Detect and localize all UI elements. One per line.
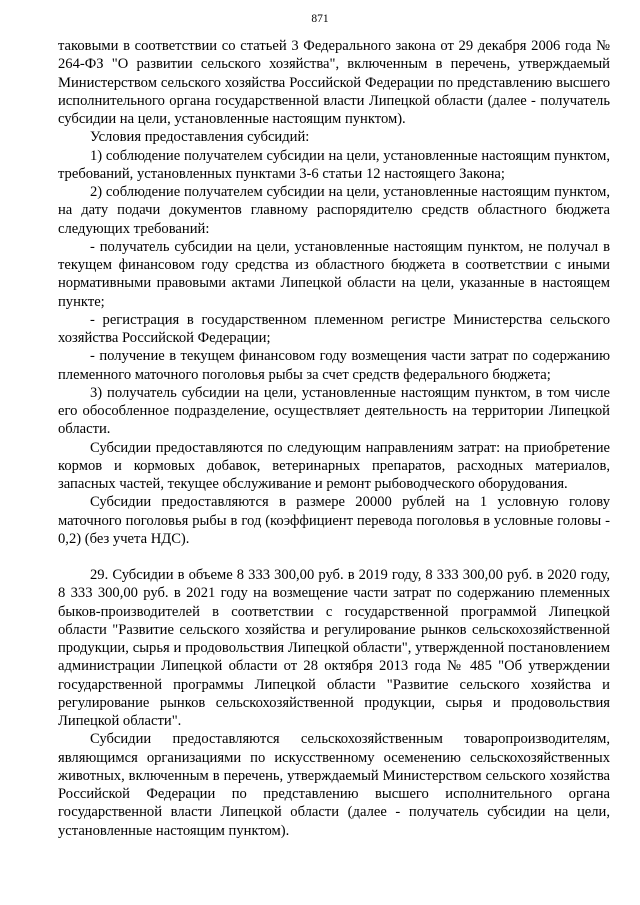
paragraph-recipients: Субсидии предоставляются сельскохозяйственным товаропроизводителям, являющимся организациями по искусственному осеменению сельскохозяйственных животных, включенным в перечень, утверждаемый Министерством сельского хозяйства Российской Федерации по представлению высшего исполнительного органа государственной власти Липецкой области (далее - получатель субсидии на цели, установленные настоящим пунктом). [58,731,610,839]
paragraph-section-29: 29. Субсидии в объеме 8 333 300,00 руб. в 2019 году, 8 333 300,00 руб. в 2020 году, 8 333 300,00 руб. в 2021 году на возмещение части затрат по содержанию племенных быков-производителей в соответствии с государственной программой Липецкой области "Развитие сельского хозяйства и регулирование рынков сельскохозяйственной продукции, сырья и продовольствия Липецкой области", утвержденной постановлением администрации Липецкой области от 28 октября 2013 года № 485 "Об утверждении государственной программы Липецкой области "Развитие сельского хозяйства и регулирование рынков сельскохозяйственной продукции, сырья и продовольствия Липецкой области". [58,567,610,729]
section-gap [58,548,610,566]
document-body [58,37,610,840]
paragraph-subsidy-amount: Субсидии предоставляются в размере 20000 рублей на 1 условную голову маточного поголовья рыбы в год (коэффициент перевода поголовья в условные головы - 0,2) (без учета НДС). [58,494,610,547]
paragraph-conditions-heading: Условия предоставления субсидий: [90,129,310,146]
paragraph-condition-1: 1) соблюдение получателем субсидии на цели, установленные настоящим пунктом, требований, установленных пунктами 3-6 статьи 12 настоящего Закона; [58,147,610,182]
paragraph-requirement-federal: - получение в текущем финансовом году возмещения части затрат по содержанию племенного маточного поголовья рыбы за счет средств федерального бюджета; [58,348,610,383]
paragraph-requirement-no-funds: - получатель субсидии на цели, установленные настоящим пунктом, не получал в текущем финансовом году средства из областного бюджета в соответствии с иными нормативными правовыми актами Липецкой области на цели, указанные в настоящем пункте; [58,238,610,310]
paragraph-condition-3: 3) получатель субсидии на цели, установленные настоящим пунктом, в том числе его обособленное подразделение, осуществляет деятельность на территории Липецкой области. [58,384,610,438]
paragraph-continuation: таковыми в соответствии со статьей 3 Федерального закона от 29 декабря 2006 года № 264-ФЗ "О развитии сельского хозяйства", включенным в перечень, утверждаемый Министерством сельского хозяйства Российской Федерации по представлению высшего исполнительного органа государственной власти Липецкой области (далее - получатель субсидии на цели, установленные настоящим пунктом). [58,38,610,127]
paragraph-requirement-registry: - регистрация в государственном племенном регистре Министерства сельского хозяйства Российской Федерации; [58,311,610,346]
paragraph-expense-directions: Субсидии предоставляются по следующим направлениям затрат: на приобретение кормов и кормовых добавок, ветеринарных препаратов, расходных материалов, запасных частей, текущее обслуживание и ремонт рыбоводческого оборудования. [58,439,610,492]
page-number: 871 [311,13,329,25]
paragraph-condition-2: 2) соблюдение получателем субсидии на цели, установленные настоящим пунктом, на дату подачи документов главному распорядителю средств областного бюджета следующих требований: [58,184,610,237]
